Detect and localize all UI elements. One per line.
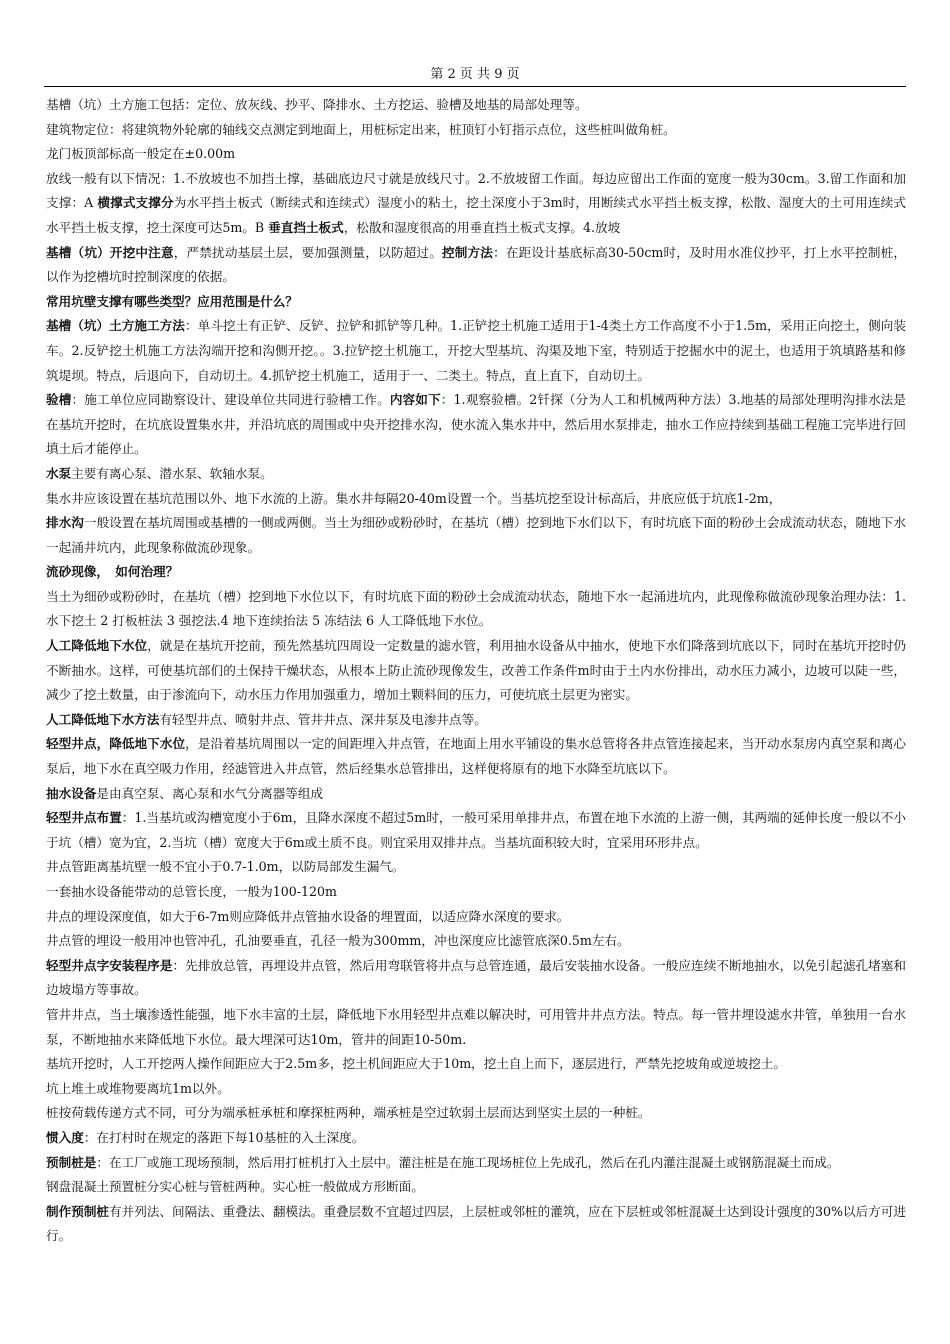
paragraph-text: 在距设计基底标高30-50cm时，及时用水准仪抄平，打上水平控制桩，以作为挖槽坑时控制深度的依据。 [46,244,907,285]
colored-punctuation: ： [83,1129,97,1145]
paragraph-text: 1.观察验槽。2钎探（分为人工和机械两种方法）3.地基的局部处理明沟排水法是在基坑开挖时，在坑底设置集水井，并沿坑底的周围或中央开挖排水沟，使水流入集水井中，然后用水泵排走，抽水工作应持续到基础工程施工完毕进行回填土后才能停止。 [46,392,907,457]
paragraph [46,1200,906,1249]
paragraph [46,487,906,512]
paragraph-text: 基槽（坑）土方施工包括：定位、放灰线、抄平、降排水、土方挖运、验槽及地基的局部处理等。 [46,97,588,112]
paragraph [46,118,906,143]
paragraph-text: ：施工单位应同勘察设计、建设单位共同进行验槽工作。 [71,392,390,408]
paragraph-text: 钢盘混凝土预置桩分实心桩与管桩两种。实心桩一般做成方形断面。 [46,1179,424,1195]
paragraph [46,954,906,1003]
bold-term: 制作预制桩 [46,1203,110,1219]
paragraph [46,560,906,585]
paragraph [46,1126,906,1151]
bold-term: 内容如下 [389,392,441,408]
paragraph-text: 一般设置在基坑周围或基槽的一侧或两侧。当土为细砂或粉砂时，在基坑（槽）挖到地下水们以下，有时坑底下面的粉砂土会成流动状态，随地下水一起涌井坑内，此现象称做流砂现象。 [46,515,907,555]
paragraph [46,1101,906,1126]
paragraph-text: 井点的埋设深度值，如大于6-7m则应降低井点管抽水设备的埋置面，以适应降水深度的要求。 [46,908,570,924]
paragraph [46,634,906,708]
paragraph-text: ，严禁扰动基层土层，要加强测量，以防超过。 [173,244,442,260]
document-body [46,93,906,1249]
paragraph [46,855,906,880]
paragraph [46,782,906,807]
bold-term: 人工降低地下水方法 [46,711,160,727]
bold-term: 惯入度 [46,1129,84,1145]
paragraph [46,708,906,733]
colored-punctuation: ， [185,736,198,752]
paragraph [46,1077,906,1102]
paragraph-text: 放线一般有以下情况：1.不放坡也不加挡土撑，基础底边尺寸就是放线尺寸。2.不放坡留工作面。每边应留出工作面的宽度一般为30cm。3.留工作面和加支撑：A [46,170,906,211]
colored-punctuation: ： [440,392,454,408]
paragraph-text: 是由真空泵、离心泵和水气分离器等组成 [96,785,324,801]
paragraph [46,585,906,634]
paragraph [46,1175,906,1200]
bold-term: 横撑式支撑分 [97,195,174,211]
paragraph-text: 有轻型井点、喷射井点、管井井点、深井泵及电渗井点等。 [159,711,487,727]
paragraph [46,241,906,290]
paragraph [46,93,906,118]
bold-term: 人工降低地下水位 [46,638,148,654]
bold-term: 垂直挡土板式 [268,219,344,235]
paragraph-text: 是沿着基坑周围以一定的间距埋入井点管，在地面上用水平铺设的集水总管将各井点管连接起来，当开动水泵房内真空泵和离心泵后，地下水在真空吸力作用，经滤管进入井点管，然后经集水总管排出，这样便将原有的地下水降至坑底以下。 [46,736,907,777]
paragraph-text: 一套抽水设备能带动的总管长度，一般为100-120m [46,884,337,899]
bold-term: 验槽 [46,392,72,408]
paragraph-text: 坑上堆土或堆物要离坑1m以外。 [46,1080,230,1096]
paragraph [46,314,906,388]
bold-term: 轻型井点，降低地下水位 [46,736,186,752]
paragraph [46,806,906,855]
bold-term: 流砂现像， 如何治理？ [46,564,179,580]
page-number-label: 第 2 页 共 9 页 [430,67,520,82]
paragraph-text: 管井井点，当土壤渗透性能强，地下水丰富的土层，降低地下水用轻型井点难以解决时，可用管井井点方法。特点。每一管井埋设滤水井管，单独用一台水泵，不断地抽水来降低地下水位。最大埋深可达10m，管井的间距10-50m. [46,1006,906,1047]
paragraph-text: ，松散和湿度很高的用垂直挡土板式支撑。4.放坡 [343,219,621,235]
paragraph [46,880,906,905]
paragraph-text: ：在工厂或施工现场预制，然后用打桩机打入土层中。灌注桩是在施工现场桩位上先成孔，然后在孔内灌注混凝土或钢筋混凝土而成。 [96,1154,840,1170]
paragraph-text: 主要有离心泵、潜水泵、软轴水泵。 [71,465,273,481]
paragraph [46,1003,906,1052]
bold-term: 预制桩是 [46,1154,97,1170]
paragraph [46,511,906,560]
bold-term: 抽水设备 [46,785,97,801]
bold-term: 控制方法 [441,244,494,260]
colored-punctuation: ： [493,244,506,260]
paragraph-text: 集水井应该设置在基坑范围以外、地下水流的上游。集水井每隔20-40m设置一个。当基坑挖至设计标高后，井底应低于坑底1-2m， [46,490,782,506]
paragraph-text: 龙门板顶部标高一般定在±0.00m [46,146,236,162]
paragraph-text: 有并列法、间隔法、重叠法、翻模法。重叠层数不宜超过四层，上层桩或邻桩的灌筑，应在下层桩或邻桩混凝土达到设计强度的30%以后方可进行。 [46,1203,906,1244]
bold-term: 基槽（坑）土方施工方法 [46,318,185,334]
paragraph-text: 1.当基坑或沟槽宽度小于6m，且降水深度不超过5m时，一般可采用单排井点，布置在地下水流的上游一侧，其两端的延伸长度一般以不小于坑（槽）宽为宜，2.当坑（槽）宽度大于6m或土质不良。则宜采用双排井点。当基坑面积较大时，宜采用环形井点。 [46,810,906,850]
paragraph-text: 在打村时在规定的落距下每10基桩的入土深度。 [96,1129,365,1145]
paragraph [46,732,906,781]
paragraph-text: 桩按荷载传递方式不同，可分为端承桩承桩和摩探桩两种，端承桩是空过软弱土层而达到坚实土层的一种桩。 [46,1105,651,1121]
paragraph-text: 建筑物定位：将建筑物外轮廓的轴线交点测定到地面上，用桩标定出来，桩顶钉小钉指示点位，这些桩叫做角桩。 [46,121,676,137]
page-header [44,64,906,87]
paragraph-text: ：先排放总管，再埋设井点管，然后用弯联管将井点与总管连通，最后安装抽水设备。一般应连续不断地抽水，以免引起滤孔堵塞和边坡塌方等事故。 [46,957,907,998]
paragraph [46,1052,906,1077]
paragraph [46,388,906,462]
paragraph-text: ：单斗挖土有正铲、反铲、拉铲和抓铲等几种。1.正铲挖土机施工适用于1-4类土方工作高度不小于1.5m，采用正向挖土，侧向装车。2.反铲挖土机施工方法沟端开挖和沟侧开挖。。3.拉铲挖土机施工，开挖大型基坑、沟渠及地下室，特别适于挖掘水中的泥土，也适用于筑填路基和修筑堤坝。特点，后退向下，自动切土。4.抓铲挖土机施工，适用于一、二类土。特点，直上直下，自动切土。 [46,318,907,383]
paragraph [46,142,906,167]
paragraph-text: 为水平挡土板式（断续式和连续式）湿度小的粘土，挖土深度小于3m时，用断续式水平挡土板支撑，松散、湿度大的土可用连续式水平挡土板支撑，挖土深度可达5m。B [46,195,906,235]
paragraph [46,929,906,954]
paragraph-text: 基坑开挖时，人工开挖两人操作间距应大于2.5m多，挖土机间距应大于10m，挖土自上而下，逐层进行，严禁先挖坡角或逆坡挖土。 [46,1056,786,1072]
bold-term: 轻型井点布置 [46,810,122,826]
paragraph-text: 井点管距离基坑壁一般不宜小于0.7-1.0m，以防局部发生漏气。 [46,859,405,875]
paragraph [46,462,906,487]
paragraph [46,905,906,930]
paragraph-text: 井点管的埋设一般用冲也管冲孔，孔油要垂直，孔径一般为300mm，冲也深度应比滤管底深0.5m左右。 [46,933,630,949]
colored-punctuation: ： [121,810,135,826]
paragraph [46,290,906,315]
paragraph-text: ，就是在基坑开挖前，预先然基坑四周设一定数量的滤水管，利用抽水设备从中抽水，使地下水们降落到坑底以下，同时在基坑开挖时仍不断抽水。这样，可使基坑部们的土保持干燥状态，从根本上防止流砂现像发生，改善工作条件m时由于土内水份排出，动水压力减小，边坡可以陡一些，减少了挖土数量，由于渗流向下，动水压力作用加强重力，增加土颗料间的压力，可使坑底土层更为密实。 [46,638,907,703]
paragraph-text: 当土为细砂或粉砂时，在基坑（槽）挖到地下水位以下，有时坑底下面的粉砂土会成流动状态，随地下水一起涌进坑内，此现像称做流砂现象治理办法：1.水下挖土 2 打板桩法 3 强挖法.4 地下连续抬法 5 冻结法 6 人工降低地下水位。 [46,588,906,629]
paragraph [46,167,906,241]
bold-term: 基槽（坑）开挖中注意 [46,244,174,260]
bold-term: 排水沟 [46,515,84,531]
bold-term: 常用坑壁支撑有哪些类型？应用范围是什么？ [46,293,298,309]
paragraph [46,1151,906,1176]
bold-term: 轻型井点字安装程序是 [46,957,173,973]
bold-term: 水泵 [46,465,72,481]
